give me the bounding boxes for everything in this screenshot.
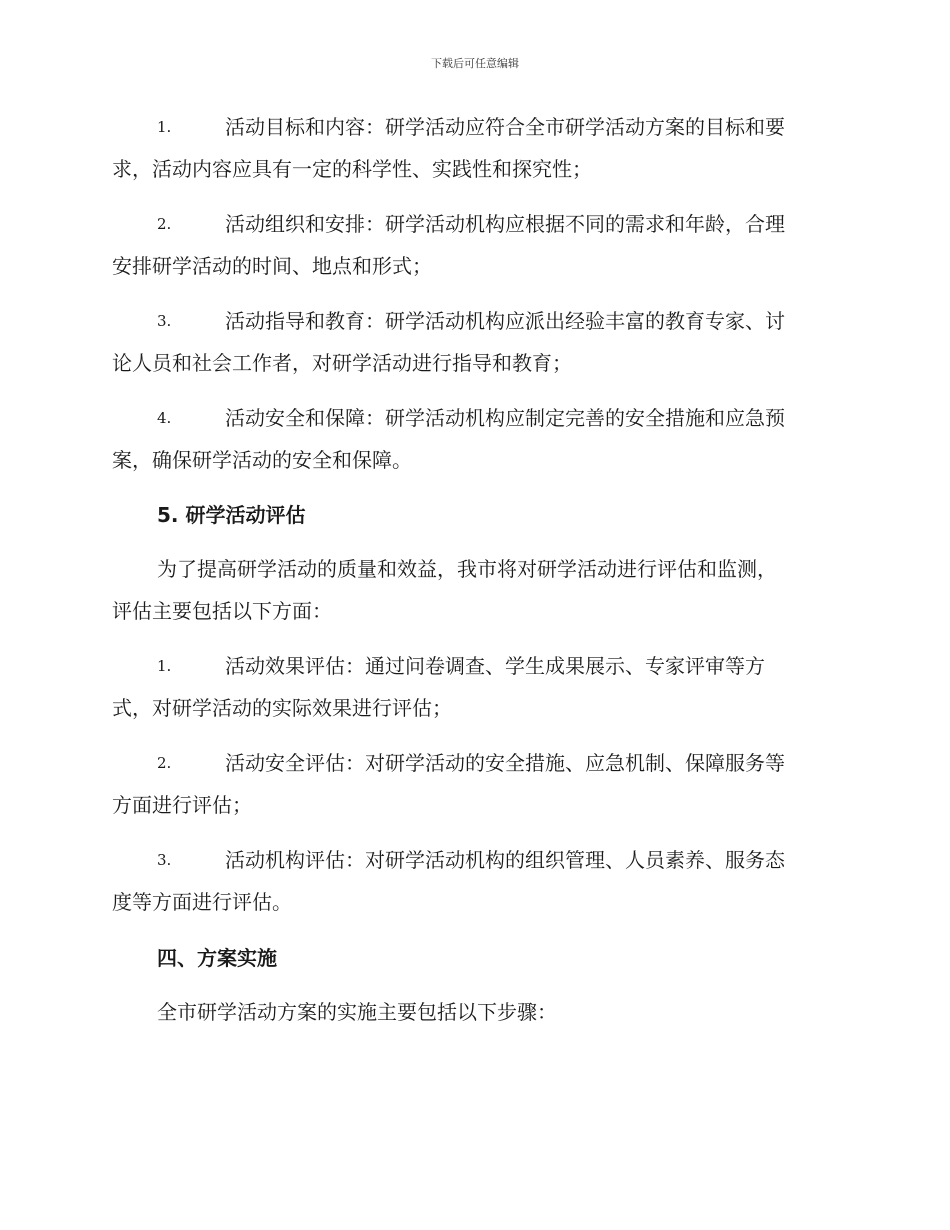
list-text-line: 活动效果评估：通过问卷调查、学生成果展示、专家评审等方 <box>225 654 765 678</box>
list-number: 2. <box>157 754 172 772</box>
list-item <box>112 106 834 190</box>
list-number: 3. <box>157 851 172 869</box>
list-text-line: 活动指导和教育：研学活动机构应派出经验丰富的教育专家、讨 <box>225 309 785 333</box>
list-text-line: 方面进行评估； <box>112 793 252 817</box>
list-number: 2. <box>157 215 172 233</box>
list-text-line: 论人员和社会工作者，对研学活动进行指导和教育； <box>112 351 572 375</box>
list-text-line: 案，确保研学活动的安全和保障。 <box>112 448 412 472</box>
list-number: 4. <box>157 409 172 427</box>
list-number: 1. <box>157 657 172 675</box>
list-text-line: 求，活动内容应具有一定的科学性、实践性和探究性； <box>112 157 592 181</box>
list-text-line: 式，对研学活动的实际效果进行评估； <box>112 696 452 720</box>
list-item <box>112 645 834 729</box>
paragraph <box>112 991 834 1033</box>
section-heading: 5. 研学活动评估 <box>157 503 306 527</box>
paragraph-line: 全市研学活动方案的实施主要包括以下步骤： <box>157 1000 557 1024</box>
list-number: 3. <box>157 312 172 330</box>
list-text-line: 活动目标和内容：研学活动应符合全市研学活动方案的目标和要 <box>225 115 785 139</box>
paragraph <box>112 548 834 632</box>
list-item <box>112 742 834 826</box>
list-item <box>112 300 834 384</box>
page-header: 下载后可任意编辑 <box>431 57 519 70</box>
list-item <box>112 203 834 287</box>
list-text-line: 度等方面进行评估。 <box>112 890 292 914</box>
list-text-line: 活动安全和保障：研学活动机构应制定完善的安全措施和应急预 <box>225 406 785 430</box>
list-text-line: 活动组织和安排：研学活动机构应根据不同的需求和年龄，合理 <box>225 212 785 236</box>
list-text-line: 活动机构评估：对研学活动机构的组织管理、人员素养、服务态 <box>225 848 785 872</box>
list-text-line: 活动安全评估：对研学活动的安全措施、应急机制、保障服务等 <box>225 751 785 775</box>
paragraph-line: 为了提高研学活动的质量和效益，我市将对研学活动进行评估和监测， <box>157 557 777 581</box>
section-heading: 四、方案实施 <box>157 946 277 970</box>
list-number: 1. <box>157 118 172 136</box>
list-text-line: 安排研学活动的时间、地点和形式； <box>112 254 432 278</box>
list-item <box>112 397 834 481</box>
paragraph-line: 评估主要包括以下方面： <box>112 599 332 623</box>
list-item <box>112 839 834 923</box>
